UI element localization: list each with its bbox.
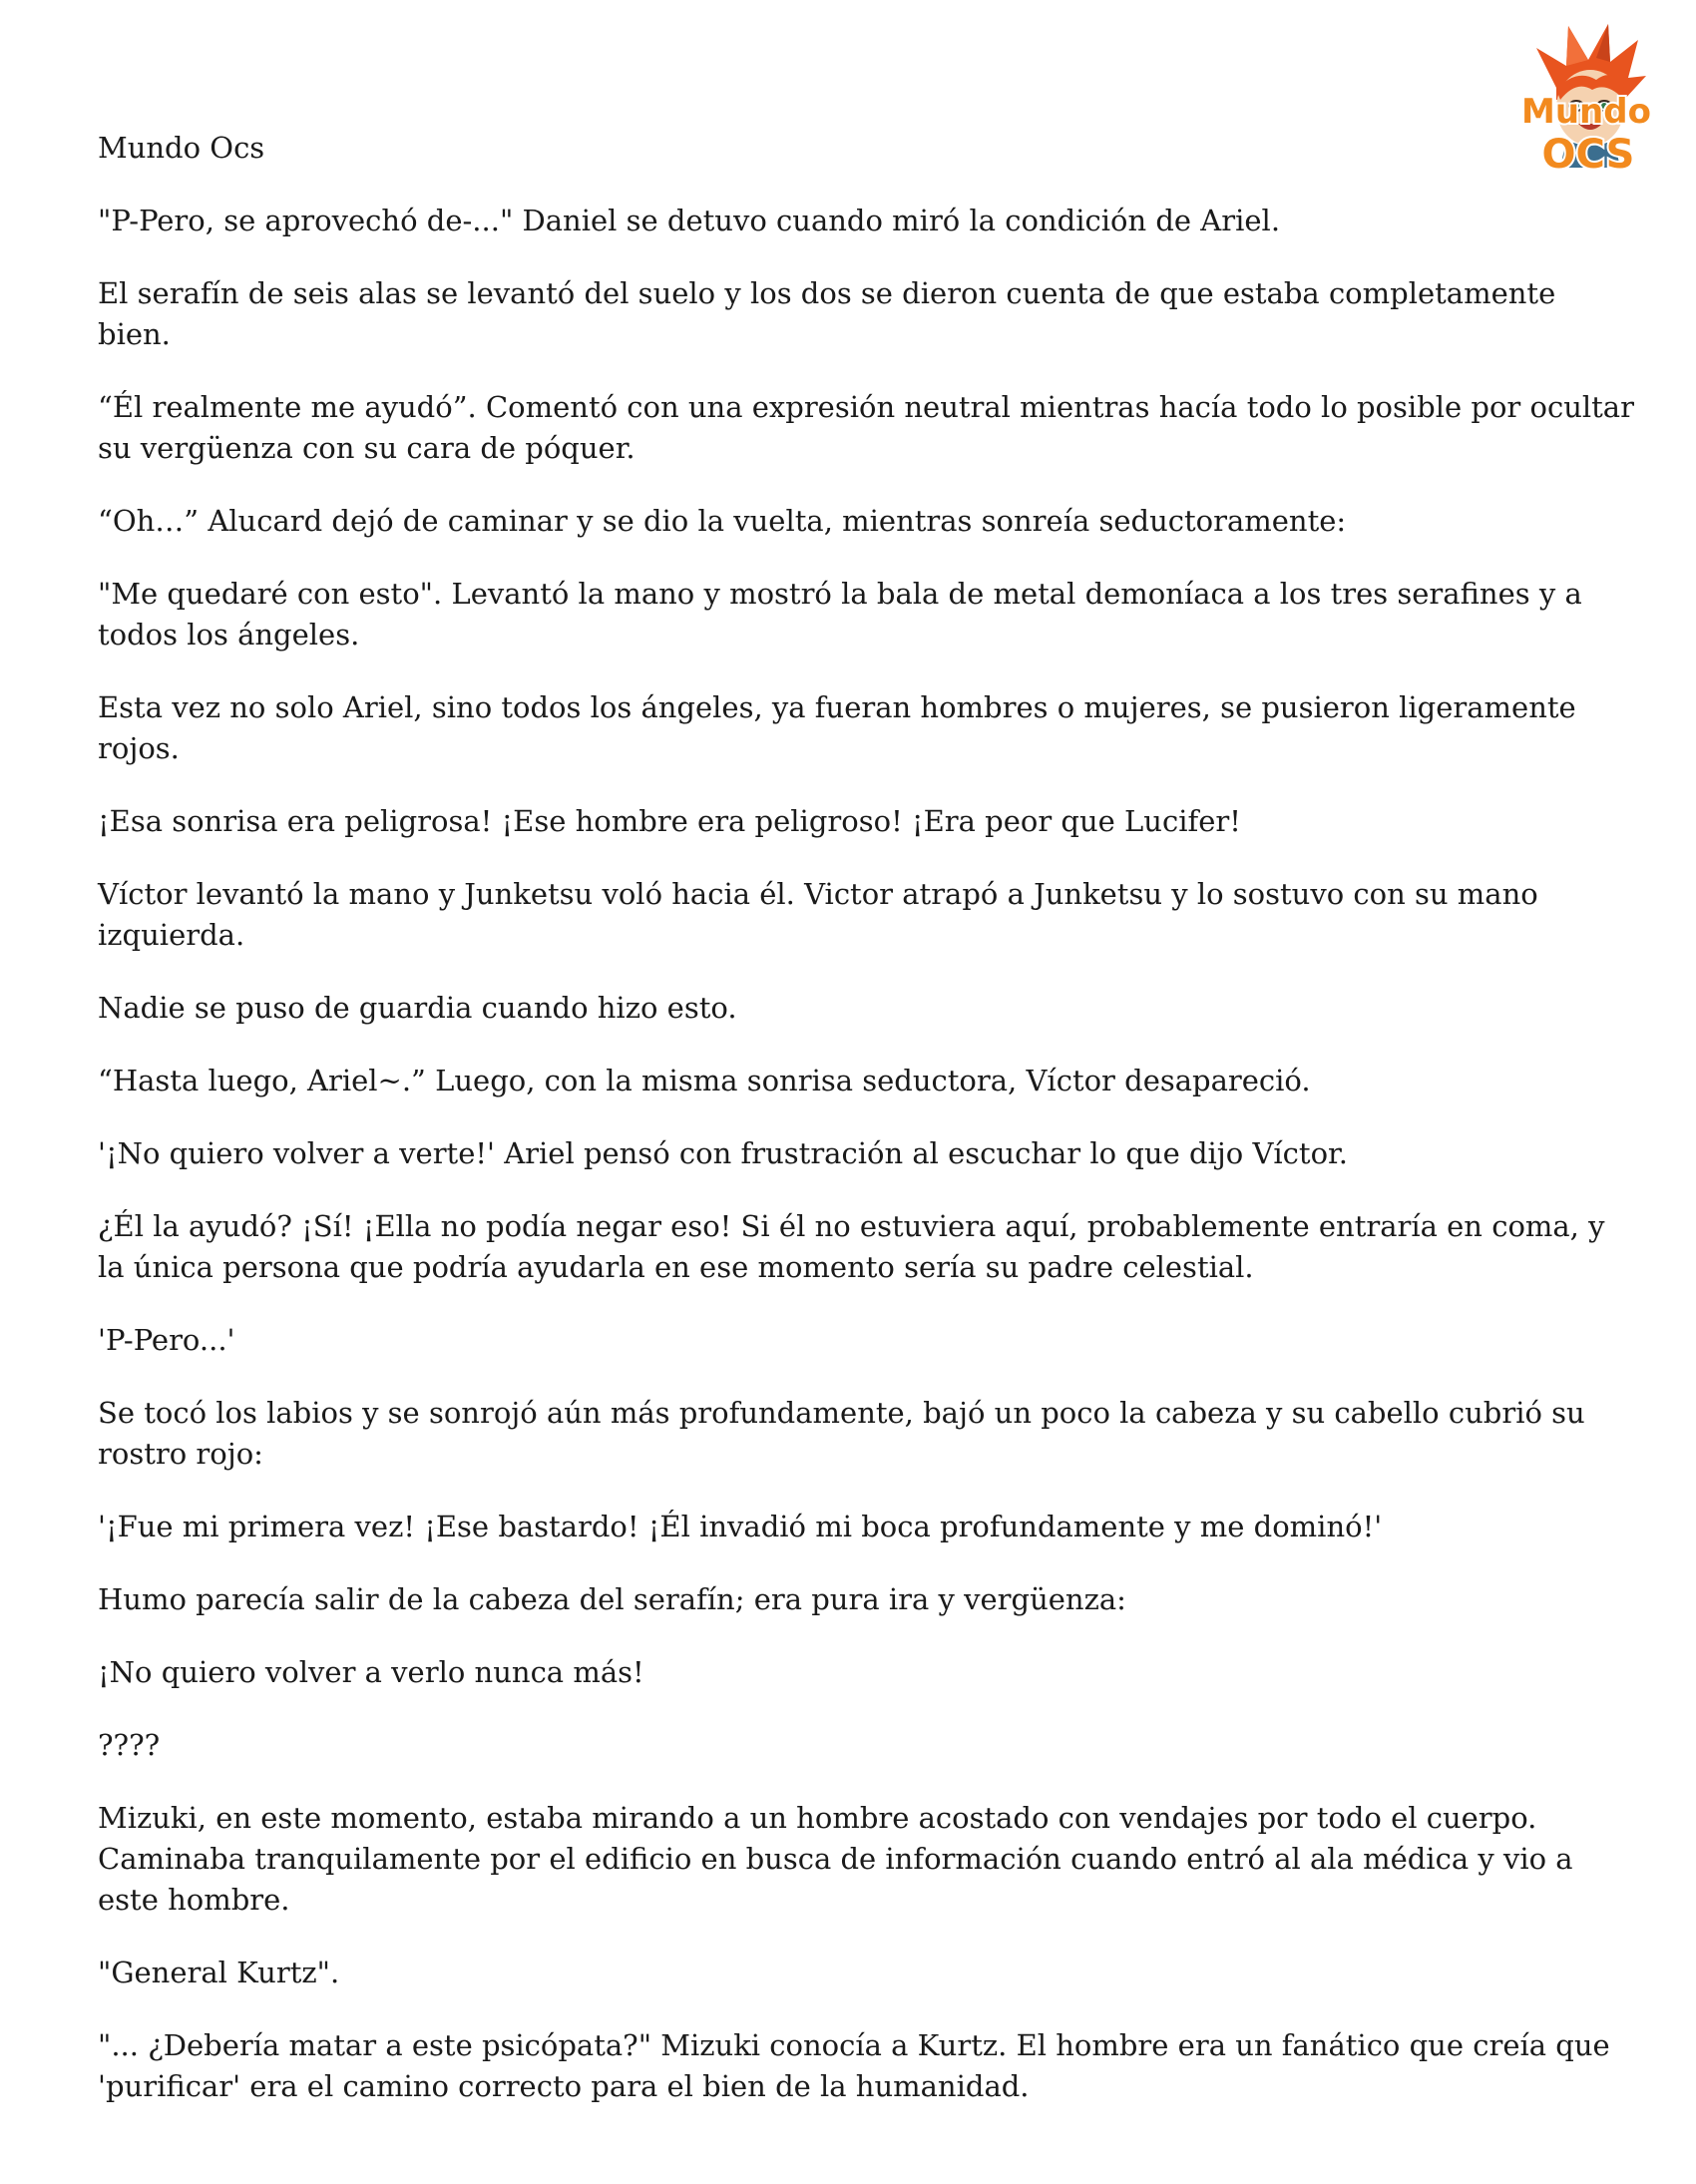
paragraph: "Me quedaré con esto". Levantó la mano y mostró la bala de metal demoníaca a los tres serafines y a todos los ángeles. bbox=[98, 577, 1582, 652]
logo-text-bottom: OCS bbox=[1541, 132, 1635, 178]
paragraph: Nadie se puso de guardia cuando hizo esto. bbox=[98, 991, 737, 1025]
document-title: Mundo Ocs bbox=[98, 131, 265, 165]
paragraph: Víctor levantó la mano y Junketsu voló hacia él. Victor atrapó a Junketsu y lo sostuvo con su mano izquierda. bbox=[98, 877, 1538, 952]
document-body bbox=[98, 128, 1634, 2139]
paragraph: ???? bbox=[98, 1728, 161, 1762]
paragraph: ¿Él la ayudó? ¡Sí! ¡Ella no podía negar eso! Si él no estuviera aquí, probablemente entraría en coma, y la única persona que podría ayudarla en ese momento sería su padre celestial. bbox=[98, 1209, 1605, 1284]
paragraph: 'P-Pero...' bbox=[98, 1323, 235, 1357]
paragraph: ¡Esa sonrisa era peligrosa! ¡Ese hombre era peligroso! ¡Era peor que Lucifer! bbox=[98, 804, 1241, 838]
paragraph: Esta vez no solo Ariel, sino todos los ángeles, ya fueran hombres o mujeres, se pusieron ligeramente rojos. bbox=[98, 690, 1576, 765]
paragraph: "... ¿Debería matar a este psicópata?" Mizuki conocía a Kurtz. El hombre era un fanático que creía que 'purificar' era el camino correcto para el bien de la humanidad. bbox=[98, 2028, 1610, 2103]
paragraph: Se tocó los labios y se sonrojó aún más profundamente, bajó un poco la cabeza y su cabello cubrió su rostro rojo: bbox=[98, 1396, 1585, 1471]
paragraph: Mizuki, en este momento, estaba mirando a un hombre acostado con vendajes por todo el cuerpo. Caminaba tranquilamente por el edificio en busca de información cuando entró al ala médica y vio a este hombre. bbox=[98, 1801, 1573, 1917]
paragraph: “Hasta luego, Ariel~.” Luego, con la misma sonrisa seductora, Víctor desapareció. bbox=[98, 1064, 1311, 1097]
paragraph: '¡Fue mi primera vez! ¡Ese bastardo! ¡Él invadió mi boca profundamente y me dominó!' bbox=[98, 1510, 1383, 1543]
paragraph: “Oh…” Alucard dejó de caminar y se dio la vuelta, mientras sonreía seductoramente: bbox=[98, 504, 1347, 538]
paragraph: ¡No quiero volver a verlo nunca más! bbox=[98, 1655, 644, 1689]
paragraph: "General Kurtz". bbox=[98, 1956, 340, 1989]
paragraph: "P-Pero, se aprovechó de-..." Daniel se detuvo cuando miró la condición de Ariel. bbox=[98, 204, 1281, 237]
paragraph: Humo parecía salir de la cabeza del serafín; era pura ira y vergüenza: bbox=[98, 1582, 1126, 1616]
paragraph: “Él realmente me ayudó”. Comentó con una expresión neutral mientras hacía todo lo posible por ocultar su vergüenza con su cara de póquer. bbox=[98, 390, 1634, 465]
paragraph: '¡No quiero volver a verte!' Ariel pensó con frustración al escuchar lo que dijo Víctor. bbox=[98, 1136, 1348, 1170]
logo-text-top: Mundo bbox=[1521, 92, 1651, 132]
paragraph: El serafín de seis alas se levantó del suelo y los dos se dieron cuenta de que estaba completamente bien. bbox=[98, 276, 1556, 351]
